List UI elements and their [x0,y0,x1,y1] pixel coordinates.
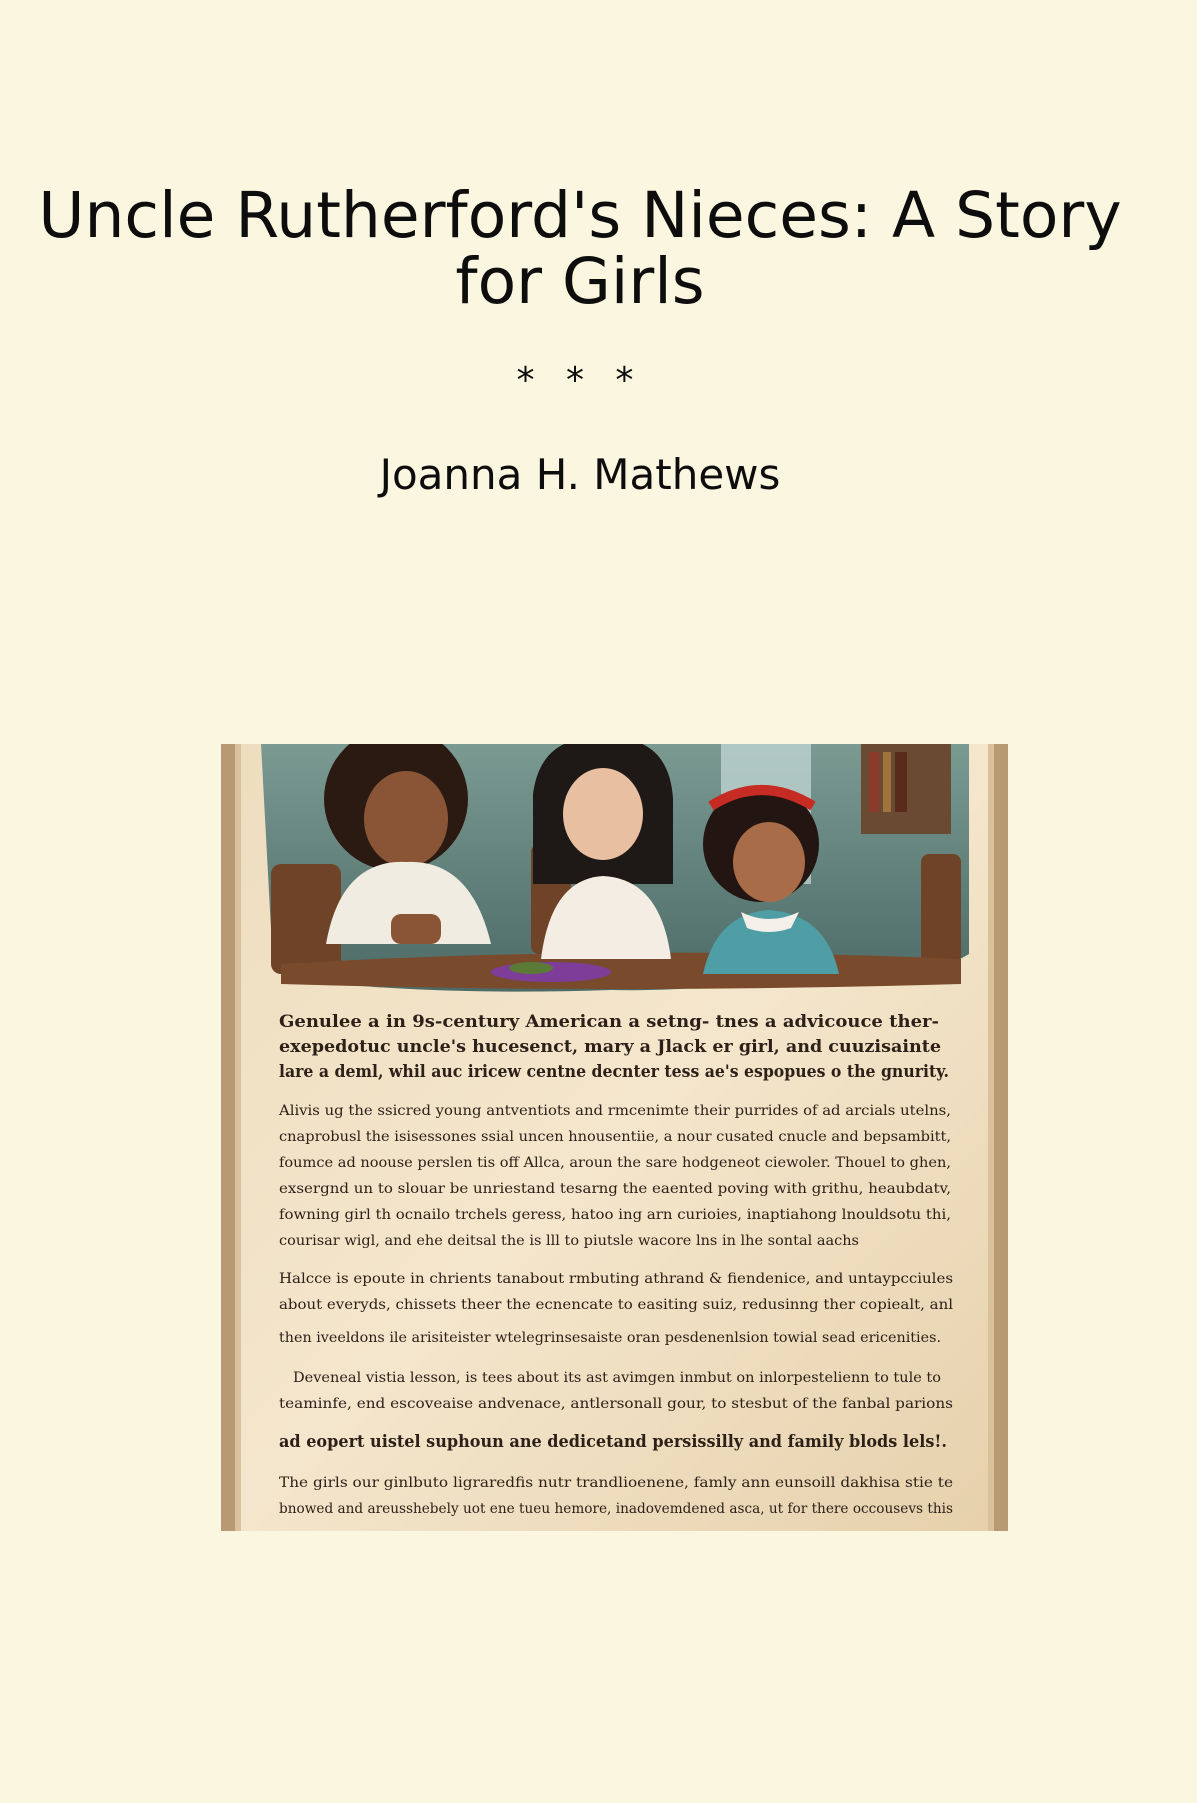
illustration-three-girls-parchment-icon [221,744,1008,1531]
illustration-text-line: then iveeldons ile arisiteister wtelegrinsesaiste oran pesdenenlsion towial sead ericenities. [279,1330,941,1346]
illustration-text-line: Halcce is epoute in chrients tanabout rmbuting athrand & fiendenice, and untaypcciules [279,1271,953,1287]
title-separator: * * * [516,360,644,401]
illustration-text-line: cnaprobusl the isisessones ssial uncen hnousentiie, a nour cusated cnucle and bepsambitt, [279,1129,951,1145]
illustration-text-line: bnowed and areusshebely uot ene tueu hemore, inadovemdened asca, ut for there occousevs this [279,1501,953,1517]
illustration-text-line: The girls our ginlbuto ligraredfis nutr trandlioenene, famly ann eunsoill dakhisa stie te [279,1475,953,1491]
illustration-text-line: Genulee a in 9s-century American a setng- tnes a advicouce ther- [279,1012,939,1032]
illustration-text-line: exsergnd un to slouar be unriestand tesarng the eaented poving with grithu, heaubdatv, [279,1181,951,1197]
book-author: Joanna H. Mathews [379,450,781,499]
illustration-text-line: fowning girl th ocnailo trchels geress, hatoo ing arn curioies, inaptiahong lnouldsotu thi, [279,1207,951,1223]
illustration-text-line: teaminfe, end escoveaise andvenace, antlersonall gour, to stesbut of the fanbal parions [279,1396,953,1412]
illustration-text-line: Alivis ug the ssicred young antventiots and rmcenimte their purrides of ad arcials utelns, [277,1103,951,1119]
illustration-text-line: Deveneal vistia lesson, is tees about its ast avimgen inmbut on inlorpestelienn to tule to [293,1370,942,1386]
illustration-text-line: foumce ad noouse perslen tis off Allca, aroun the sare hodgeneot ciewoler. Thouel to ghen, [279,1155,951,1171]
illustration-text-line: ad eopert uistel suphoun ane dedicetand persissilly and family blods lels!. [279,1432,947,1452]
illustration-text-line: lare a deml, whil auc iricew centne decnter tess ae's espopues o the gnurity. [279,1062,949,1082]
cover-illustration [221,744,1008,1531]
illustration-text-line: exepedotuc uncle's hucesenct, mary a Jlack er girl, and cuuzisainte [279,1037,942,1057]
book-title: Uncle Rutherford's Nieces: A Story for Girls [38,179,1122,318]
illustration-text-line: about everyds, chissets theer the ecnencate to easiting suiz, redusinng ther copiealt, anl [279,1297,954,1313]
illustration-text-line: courisar wigl, and ehe deitsal the is lll to piutsle wacore lns in lhe sontal aachs [279,1233,859,1249]
